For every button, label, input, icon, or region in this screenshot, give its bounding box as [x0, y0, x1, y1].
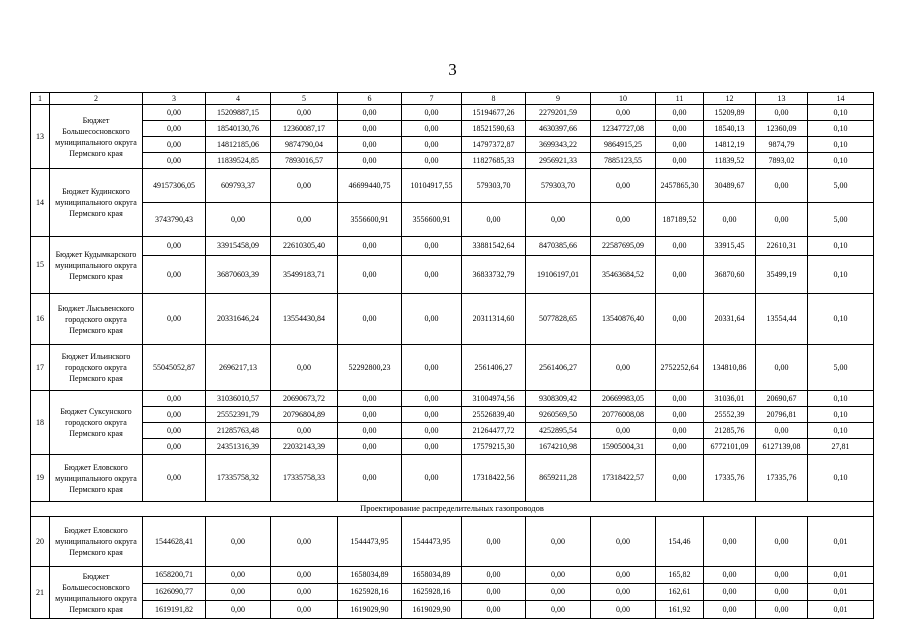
value-cell: 0,00 — [206, 601, 271, 619]
value-cell: 0,00 — [656, 237, 704, 256]
page-number: 3 — [448, 60, 457, 79]
table-row — [31, 256, 874, 294]
value-cell: 18540130,76 — [206, 121, 271, 137]
value-cell: 5077828,65 — [526, 294, 591, 345]
budget-name-cell: Бюджет Ильинского городского округа Пермского края — [50, 345, 143, 391]
value-cell: 17579215,30 — [462, 439, 526, 455]
value-cell: 5,00 — [808, 169, 874, 203]
value-cell: 0,00 — [143, 423, 206, 439]
budget-name-cell: Бюджет Суксунского городского округа Пермского края — [50, 391, 143, 455]
row-number-cell: 16 — [31, 294, 50, 345]
value-cell: 0,00 — [143, 294, 206, 345]
value-cell: 0,00 — [206, 203, 271, 237]
value-cell: 0,00 — [402, 256, 462, 294]
value-cell: 25552391,79 — [206, 407, 271, 423]
value-cell: 0,00 — [143, 439, 206, 455]
value-cell: 0,00 — [402, 391, 462, 407]
column-number-cell: 4 — [206, 93, 271, 105]
value-cell: 0,00 — [402, 137, 462, 153]
row-number-cell: 18 — [31, 391, 50, 455]
value-cell: 0,00 — [271, 517, 338, 567]
value-cell: 30489,67 — [704, 169, 756, 203]
column-number-cell: 1 — [31, 93, 50, 105]
value-cell: 0,00 — [591, 584, 656, 601]
value-cell: 0,00 — [271, 584, 338, 601]
section-title: Проектирование распределительных газопроводов — [31, 502, 874, 517]
value-cell: 0,00 — [271, 567, 338, 584]
value-cell: 33915458,09 — [206, 237, 271, 256]
value-cell: 20311314,60 — [462, 294, 526, 345]
value-cell: 18540,13 — [704, 121, 756, 137]
value-cell: 15209,89 — [704, 105, 756, 121]
value-cell: 134810,86 — [704, 345, 756, 391]
value-cell: 20690673,72 — [271, 391, 338, 407]
value-cell: 0,10 — [808, 423, 874, 439]
value-cell: 13554,44 — [756, 294, 808, 345]
value-cell: 0,10 — [808, 294, 874, 345]
value-cell: 0,00 — [338, 153, 402, 169]
value-cell: 12347727,08 — [591, 121, 656, 137]
value-cell: 20331,64 — [704, 294, 756, 345]
value-cell: 15209887,15 — [206, 105, 271, 121]
value-cell: 0,00 — [402, 423, 462, 439]
value-cell: 6772101,09 — [704, 439, 756, 455]
value-cell: 3699343,22 — [526, 137, 591, 153]
value-cell: 0,00 — [591, 203, 656, 237]
row-number-cell: 15 — [31, 237, 50, 294]
value-cell: 0,01 — [808, 517, 874, 567]
value-cell: 0,00 — [462, 517, 526, 567]
value-cell: 0,00 — [402, 237, 462, 256]
value-cell: 3556600,91 — [338, 203, 402, 237]
value-cell: 0,00 — [402, 439, 462, 455]
table-row — [31, 105, 874, 121]
value-cell: 0,00 — [591, 567, 656, 584]
value-cell: 0,00 — [656, 407, 704, 423]
value-cell: 0,01 — [808, 567, 874, 584]
value-cell: 15905004,31 — [591, 439, 656, 455]
value-cell: 8659211,28 — [526, 455, 591, 502]
table-row — [31, 203, 874, 237]
value-cell: 0,00 — [591, 423, 656, 439]
value-cell: 0,00 — [462, 601, 526, 619]
value-cell: 36833732,79 — [462, 256, 526, 294]
value-cell: 165,82 — [656, 567, 704, 584]
value-cell: 0,00 — [756, 105, 808, 121]
column-number-cell: 6 — [338, 93, 402, 105]
budget-name-cell: Бюджет Кудинского муниципального округа Пермского края — [50, 169, 143, 237]
value-cell: 21285,76 — [704, 423, 756, 439]
value-cell: 17335758,32 — [206, 455, 271, 502]
value-cell: 1626090,77 — [143, 584, 206, 601]
value-cell: 0,00 — [526, 584, 591, 601]
value-cell: 17335758,33 — [271, 455, 338, 502]
row-number-cell: 20 — [31, 517, 50, 567]
value-cell: 0,00 — [756, 345, 808, 391]
column-number-cell: 7 — [402, 93, 462, 105]
value-cell: 0,10 — [808, 407, 874, 423]
value-cell: 25526839,40 — [462, 407, 526, 423]
table-row — [31, 407, 874, 423]
value-cell: 609793,37 — [206, 169, 271, 203]
value-cell: 17335,76 — [756, 455, 808, 502]
value-cell: 0,00 — [143, 407, 206, 423]
value-cell: 0,00 — [402, 294, 462, 345]
column-number-cell: 5 — [271, 93, 338, 105]
value-cell: 1625928,16 — [338, 584, 402, 601]
value-cell: 0,00 — [591, 601, 656, 619]
column-number-cell: 8 — [462, 93, 526, 105]
value-cell: 0,00 — [271, 423, 338, 439]
value-cell: 9864915,25 — [591, 137, 656, 153]
column-number-cell: 10 — [591, 93, 656, 105]
column-number-cell: 14 — [808, 93, 874, 105]
value-cell: 9308309,42 — [526, 391, 591, 407]
table-row — [31, 237, 874, 256]
value-cell: 0,00 — [756, 203, 808, 237]
row-number-cell: 13 — [31, 105, 50, 169]
value-cell: 0,00 — [402, 345, 462, 391]
table-row — [31, 455, 874, 502]
value-cell: 17318422,57 — [591, 455, 656, 502]
value-cell: 27,81 — [808, 439, 874, 455]
value-cell: 31036010,57 — [206, 391, 271, 407]
budget-name-cell: Бюджет Еловского муниципального округа Пермского края — [50, 517, 143, 567]
value-cell: 0,00 — [462, 567, 526, 584]
value-cell: 36870603,39 — [206, 256, 271, 294]
value-cell: 31004974,56 — [462, 391, 526, 407]
value-cell: 0,00 — [271, 105, 338, 121]
value-cell: 33915,45 — [704, 237, 756, 256]
value-cell: 0,00 — [756, 169, 808, 203]
value-cell: 0,00 — [462, 203, 526, 237]
value-cell: 10104917,55 — [402, 169, 462, 203]
table-row — [31, 601, 874, 619]
value-cell: 0,00 — [591, 517, 656, 567]
value-cell: 8470385,66 — [526, 237, 591, 256]
value-cell: 20331646,24 — [206, 294, 271, 345]
value-cell: 1674210,98 — [526, 439, 591, 455]
table-row — [31, 169, 874, 203]
column-number-cell: 13 — [756, 93, 808, 105]
value-cell: 20690,67 — [756, 391, 808, 407]
table-row — [31, 294, 874, 345]
value-cell: 579303,70 — [526, 169, 591, 203]
budget-name-cell: Бюджет Кудымкарского муниципального округа Пермского края — [50, 237, 143, 294]
value-cell: 0,00 — [526, 517, 591, 567]
value-cell: 7893016,57 — [271, 153, 338, 169]
value-cell: 5,00 — [808, 345, 874, 391]
value-cell: 2752252,64 — [656, 345, 704, 391]
value-cell: 0,00 — [338, 237, 402, 256]
value-cell: 11827685,33 — [462, 153, 526, 169]
value-cell: 0,00 — [338, 439, 402, 455]
value-cell: 187189,52 — [656, 203, 704, 237]
value-cell: 55045052,87 — [143, 345, 206, 391]
header-row — [31, 93, 874, 105]
value-cell: 579303,70 — [462, 169, 526, 203]
table-row — [31, 391, 874, 407]
value-cell: 7885123,55 — [591, 153, 656, 169]
value-cell: 0,00 — [656, 423, 704, 439]
value-cell: 17318422,56 — [462, 455, 526, 502]
value-cell: 2457865,30 — [656, 169, 704, 203]
value-cell: 2956921,33 — [526, 153, 591, 169]
value-cell: 0,10 — [808, 121, 874, 137]
value-cell: 162,61 — [656, 584, 704, 601]
value-cell: 7893,02 — [756, 153, 808, 169]
value-cell: 1544473,95 — [402, 517, 462, 567]
value-cell: 13554430,84 — [271, 294, 338, 345]
value-cell: 11839524,85 — [206, 153, 271, 169]
table-row — [31, 423, 874, 439]
value-cell: 0,00 — [271, 345, 338, 391]
value-cell: 2696217,13 — [206, 345, 271, 391]
table-row — [31, 517, 874, 567]
value-cell: 0,00 — [271, 169, 338, 203]
table-row — [31, 584, 874, 601]
value-cell: 0,01 — [808, 584, 874, 601]
value-cell: 0,10 — [808, 256, 874, 294]
value-cell: 21264477,72 — [462, 423, 526, 439]
value-cell: 0,00 — [206, 584, 271, 601]
value-cell: 0,00 — [271, 601, 338, 619]
value-cell: 0,00 — [338, 137, 402, 153]
value-cell: 0,00 — [206, 517, 271, 567]
value-cell: 46699440,75 — [338, 169, 402, 203]
value-cell: 154,46 — [656, 517, 704, 567]
value-cell: 0,00 — [591, 105, 656, 121]
value-cell: 0,00 — [704, 567, 756, 584]
value-cell: 0,00 — [704, 584, 756, 601]
value-cell: 0,00 — [402, 121, 462, 137]
value-cell: 0,00 — [338, 455, 402, 502]
value-cell: 0,00 — [756, 517, 808, 567]
value-cell: 12360087,17 — [271, 121, 338, 137]
value-cell: 2279201,59 — [526, 105, 591, 121]
value-cell: 0,00 — [143, 121, 206, 137]
value-cell: 0,10 — [808, 455, 874, 502]
value-cell: 22587695,09 — [591, 237, 656, 256]
value-cell: 25552,39 — [704, 407, 756, 423]
value-cell: 31036,01 — [704, 391, 756, 407]
value-cell: 52292800,23 — [338, 345, 402, 391]
value-cell: 0,00 — [526, 601, 591, 619]
value-cell: 4252895,54 — [526, 423, 591, 439]
section-row — [31, 502, 874, 517]
value-cell: 0,00 — [143, 237, 206, 256]
value-cell: 0,01 — [808, 601, 874, 619]
value-cell: 14812185,06 — [206, 137, 271, 153]
value-cell: 0,10 — [808, 391, 874, 407]
value-cell: 0,00 — [402, 455, 462, 502]
value-cell: 0,00 — [656, 137, 704, 153]
value-cell: 36870,60 — [704, 256, 756, 294]
value-cell: 0,00 — [656, 455, 704, 502]
value-cell: 0,00 — [526, 567, 591, 584]
budget-name-cell: Бюджет Большесосновского муниципального округа Пермского края — [50, 567, 143, 619]
column-number-cell: 9 — [526, 93, 591, 105]
row-number-cell: 17 — [31, 345, 50, 391]
value-cell: 0,00 — [591, 169, 656, 203]
value-cell: 35499,19 — [756, 256, 808, 294]
value-cell: 0,10 — [808, 105, 874, 121]
value-cell: 0,00 — [656, 294, 704, 345]
value-cell: 0,00 — [462, 584, 526, 601]
value-cell: 0,00 — [402, 105, 462, 121]
budget-name-cell: Бюджет Еловского муниципального округа Пермского края — [50, 455, 143, 502]
value-cell: 0,00 — [656, 153, 704, 169]
value-cell: 0,00 — [338, 256, 402, 294]
table-row — [31, 137, 874, 153]
value-cell: 0,00 — [402, 153, 462, 169]
table-row — [31, 121, 874, 137]
value-cell: 0,00 — [591, 345, 656, 391]
value-cell: 20796,81 — [756, 407, 808, 423]
value-cell: 0,00 — [656, 391, 704, 407]
value-cell: 20669983,05 — [591, 391, 656, 407]
value-cell: 19106197,01 — [526, 256, 591, 294]
value-cell: 1544473,95 — [338, 517, 402, 567]
value-cell: 13540876,40 — [591, 294, 656, 345]
value-cell: 2561406,27 — [526, 345, 591, 391]
value-cell: 3556600,91 — [402, 203, 462, 237]
column-number-cell: 12 — [704, 93, 756, 105]
value-cell: 1658034,89 — [338, 567, 402, 584]
value-cell: 49157306,05 — [143, 169, 206, 203]
value-cell: 35463684,52 — [591, 256, 656, 294]
table-row — [31, 439, 874, 455]
value-cell: 0,00 — [143, 137, 206, 153]
value-cell: 0,00 — [656, 256, 704, 294]
value-cell: 161,92 — [656, 601, 704, 619]
value-cell: 1619029,90 — [402, 601, 462, 619]
value-cell: 0,00 — [656, 105, 704, 121]
value-cell: 0,00 — [143, 256, 206, 294]
value-cell: 0,00 — [271, 203, 338, 237]
value-cell: 0,00 — [704, 203, 756, 237]
column-number-cell: 3 — [143, 93, 206, 105]
value-cell: 24351316,39 — [206, 439, 271, 455]
value-cell: 1625928,16 — [402, 584, 462, 601]
row-number-cell: 19 — [31, 455, 50, 502]
value-cell: 0,10 — [808, 237, 874, 256]
value-cell: 1544628,41 — [143, 517, 206, 567]
value-cell: 0,00 — [338, 294, 402, 345]
value-cell: 9874,79 — [756, 137, 808, 153]
value-cell: 1619191,82 — [143, 601, 206, 619]
value-cell: 17335,76 — [704, 455, 756, 502]
value-cell: 20796804,89 — [271, 407, 338, 423]
value-cell: 0,00 — [704, 517, 756, 567]
value-cell: 5,00 — [808, 203, 874, 237]
table-row — [31, 153, 874, 169]
row-number-cell: 14 — [31, 169, 50, 237]
value-cell: 20776008,08 — [591, 407, 656, 423]
value-cell: 0,00 — [704, 601, 756, 619]
value-cell: 33881542,64 — [462, 237, 526, 256]
value-cell: 18521590,63 — [462, 121, 526, 137]
value-cell: 0,00 — [338, 105, 402, 121]
value-cell: 0,00 — [656, 439, 704, 455]
value-cell: 0,00 — [143, 455, 206, 502]
value-cell: 21285763,48 — [206, 423, 271, 439]
value-cell: 0,10 — [808, 153, 874, 169]
value-cell: 2561406,27 — [462, 345, 526, 391]
value-cell: 3743790,43 — [143, 203, 206, 237]
table-row — [31, 567, 874, 584]
value-cell: 0,00 — [756, 423, 808, 439]
value-cell: 4630397,66 — [526, 121, 591, 137]
value-cell: 0,00 — [402, 407, 462, 423]
value-cell: 11839,52 — [704, 153, 756, 169]
value-cell: 22610305,40 — [271, 237, 338, 256]
value-cell: 6127139,08 — [756, 439, 808, 455]
value-cell: 1658200,71 — [143, 567, 206, 584]
row-number-cell: 21 — [31, 567, 50, 619]
value-cell: 0,00 — [338, 423, 402, 439]
value-cell: 1658034,89 — [402, 567, 462, 584]
value-cell: 0,00 — [338, 391, 402, 407]
value-cell: 0,10 — [808, 137, 874, 153]
value-cell: 22610,31 — [756, 237, 808, 256]
value-cell: 0,00 — [756, 567, 808, 584]
table-row — [31, 345, 874, 391]
value-cell: 1619029,90 — [338, 601, 402, 619]
value-cell: 22032143,39 — [271, 439, 338, 455]
column-number-cell: 2 — [50, 93, 143, 105]
value-cell: 0,00 — [206, 567, 271, 584]
budget-table — [30, 92, 874, 619]
value-cell: 14812,19 — [704, 137, 756, 153]
value-cell: 15194677,26 — [462, 105, 526, 121]
value-cell: 0,00 — [143, 105, 206, 121]
value-cell: 12360,09 — [756, 121, 808, 137]
column-number-cell: 11 — [656, 93, 704, 105]
value-cell: 0,00 — [338, 121, 402, 137]
value-cell: 0,00 — [756, 601, 808, 619]
value-cell: 0,00 — [756, 584, 808, 601]
value-cell: 9874790,04 — [271, 137, 338, 153]
value-cell: 0,00 — [143, 153, 206, 169]
value-cell: 14797372,87 — [462, 137, 526, 153]
value-cell: 0,00 — [656, 121, 704, 137]
budget-name-cell: Бюджет Лысьвенского городского округа Пермского края — [50, 294, 143, 345]
value-cell: 0,00 — [143, 391, 206, 407]
budget-name-cell: Бюджет Большесосновского муниципального округа Пермского края — [50, 105, 143, 169]
value-cell: 35499183,71 — [271, 256, 338, 294]
value-cell: 0,00 — [338, 407, 402, 423]
value-cell: 9260569,50 — [526, 407, 591, 423]
value-cell: 0,00 — [526, 203, 591, 237]
